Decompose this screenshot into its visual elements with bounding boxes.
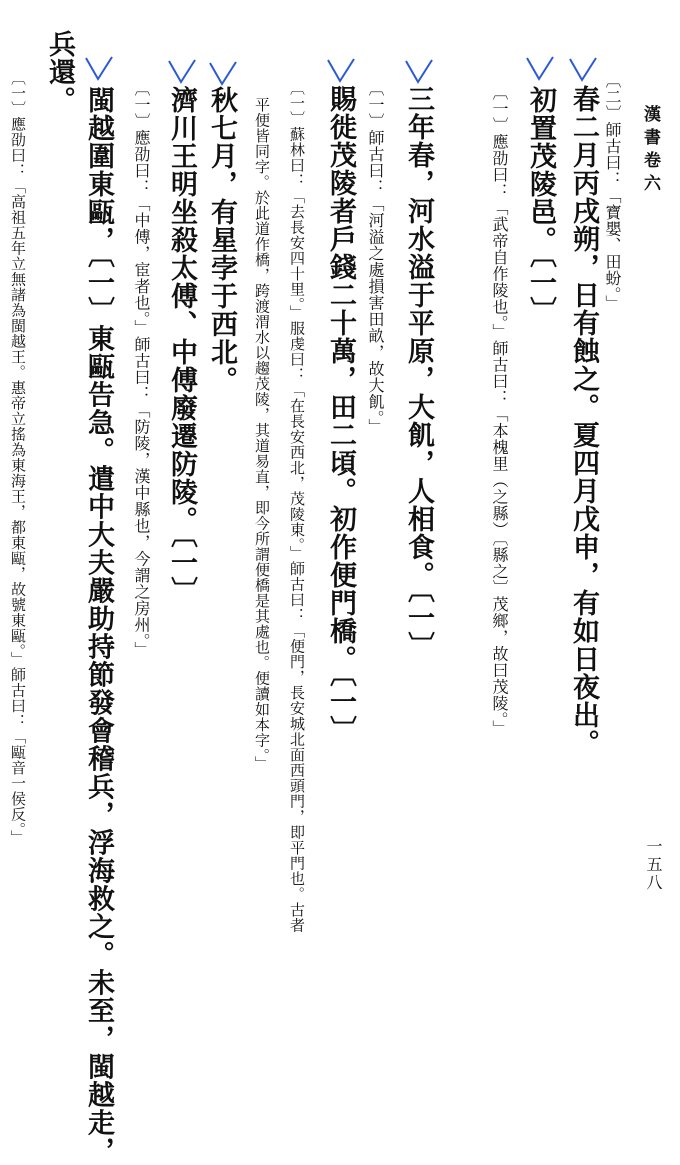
note-column-1: 〔二〕師古曰：「寶嬰、田蚡。」	[603, 72, 622, 312]
note-column-6: 〔一〕應劭曰：「中傅，宦者也。」師古曰：「防陵，漢中縣也，今謂之房州。」	[132, 80, 151, 658]
text-column-6: 濟川王明坐殺太傅、中傅廢遷防陵。〔一〕	[166, 86, 197, 605]
text-column-8: 兵還。	[44, 30, 75, 114]
page-number: 一五八	[644, 838, 663, 892]
text-column-7: 閩越圍東甌，〔一〕東甌告急。遣中大夫嚴助持節發會稽兵，浮海救之。未至，閩越走，	[83, 86, 114, 1165]
running-head: 漢書卷六	[640, 105, 660, 197]
note-column-3: 〔一〕師古曰：「河溢之處損害田畝，故大飢。」	[366, 80, 385, 435]
text-column-3: 三年春，河水溢于平原，大飢，人相食。〔一〕	[403, 85, 434, 660]
text-column-2: 初置茂陵邑。〔一〕	[525, 86, 556, 325]
text-column-5: 秋七月，有星孛于西北。	[206, 86, 237, 394]
note-column-5: 平便皆同字。於此道作橋，跨渡渭水以趨茂陵，其道易直，即今所謂便橋是其處也。便讀如本字。」	[253, 97, 271, 772]
note-column-4: 〔一〕蘇林曰：「去長安四十里。」服虔曰：「在長安西北，茂陵東。」師古曰：「便門，長安城北面西頭門，即平門也。古者	[288, 80, 306, 933]
note-column-2: 〔一〕應劭曰：「武帝自作陵也。」師古曰：「本槐里（之縣）〔縣之〕茂鄉，故曰茂陵。」	[490, 84, 509, 737]
text-column-4: 賜徙茂陵者戶錢二十萬，田二頃。初作便門橋。〔一〕	[325, 85, 356, 744]
text-column-1: 春二月丙戌朔，日有蝕之。夏四月戊申，有如日夜出。	[568, 85, 599, 757]
note-column-7: 〔一〕應劭曰：「高祖五年立無諸為閩越王。惠帝立搖為東海王，都東甌，故號東甌。」師古曰：「甌音一侯反。」	[9, 70, 27, 846]
